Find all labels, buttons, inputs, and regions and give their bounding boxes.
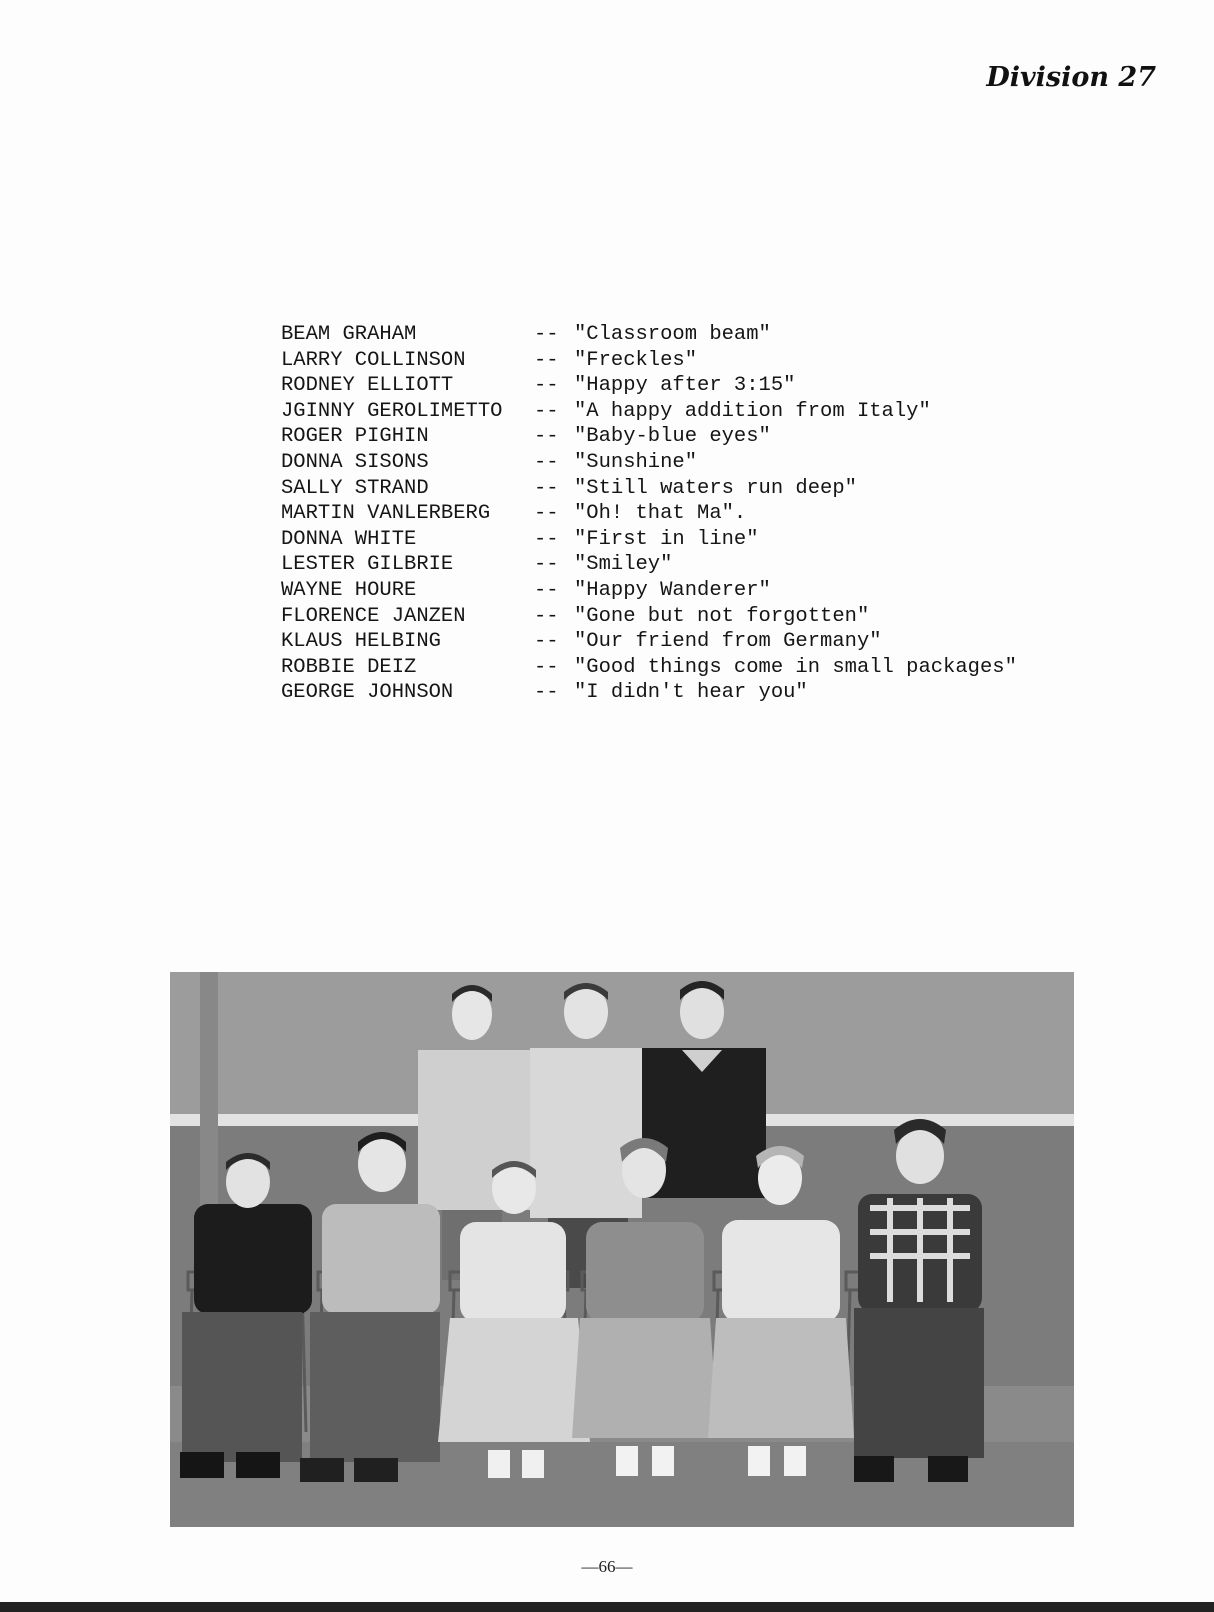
roster-row bbox=[281, 578, 1017, 604]
separator-dash: -- bbox=[534, 604, 559, 628]
student-quote: "A happy addition from Italy" bbox=[574, 399, 931, 423]
student-name: ROBBIE DEIZ bbox=[281, 655, 417, 679]
roster-row bbox=[281, 655, 1017, 681]
student-quote: "Happy after 3:15" bbox=[574, 374, 796, 398]
roster-row bbox=[281, 629, 1017, 655]
separator-dash: -- bbox=[534, 527, 559, 551]
roster-row bbox=[281, 604, 1017, 630]
student-name: RODNEY ELLIOTT bbox=[281, 374, 454, 398]
roster-row bbox=[281, 527, 1017, 553]
student-quote: "Freckles" bbox=[574, 348, 698, 372]
separator-dash: -- bbox=[534, 425, 559, 449]
student-name: KLAUS HELBING bbox=[281, 630, 441, 654]
student-quote: "Oh! that Ma". bbox=[574, 502, 747, 526]
student-name: DONNA SISONS bbox=[281, 450, 429, 474]
page-number: —66— bbox=[581, 1557, 633, 1576]
separator-dash: -- bbox=[534, 655, 559, 679]
separator-dash: -- bbox=[534, 450, 559, 474]
separator-dash: -- bbox=[534, 476, 559, 500]
student-quote: "Baby-blue eyes" bbox=[574, 425, 771, 449]
roster-row bbox=[281, 373, 1017, 399]
division-title: Division 27 bbox=[986, 62, 1156, 93]
student-name: BEAM GRAHAM bbox=[281, 323, 417, 346]
separator-dash: -- bbox=[534, 502, 559, 526]
roster-row bbox=[281, 399, 1017, 425]
student-quote: "First in line" bbox=[574, 527, 759, 551]
separator-dash: -- bbox=[534, 323, 559, 346]
roster-row bbox=[281, 450, 1017, 476]
roster-row bbox=[281, 552, 1017, 578]
roster-row bbox=[281, 680, 1017, 706]
roster-row bbox=[281, 322, 1017, 348]
student-quote: "Smiley" bbox=[574, 553, 673, 577]
separator-dash: -- bbox=[534, 553, 559, 577]
student-name: FLORENCE JANZEN bbox=[281, 604, 466, 628]
class-group-photo bbox=[170, 972, 1074, 1527]
student-name: GEORGE JOHNSON bbox=[281, 681, 454, 705]
roster-row bbox=[281, 424, 1017, 450]
student-quote: "Classroom beam" bbox=[574, 323, 771, 346]
student-quote: "Our friend from Germany" bbox=[574, 630, 882, 654]
separator-dash: -- bbox=[534, 630, 559, 654]
roster-row bbox=[281, 501, 1017, 527]
separator-dash: -- bbox=[534, 374, 559, 398]
student-quote: "Happy Wanderer" bbox=[574, 578, 771, 602]
student-quote: "Still waters run deep" bbox=[574, 476, 857, 500]
student-quote: "Gone but not forgotten" bbox=[574, 604, 870, 628]
roster-row bbox=[281, 476, 1017, 502]
student-name: DONNA WHITE bbox=[281, 527, 417, 551]
student-quote: "Good things come in small packages" bbox=[574, 655, 1017, 679]
student-name: WAYNE HOURE bbox=[281, 578, 417, 602]
separator-dash: -- bbox=[534, 578, 559, 602]
separator-dash: -- bbox=[534, 348, 559, 372]
student-name: LARRY COLLINSON bbox=[281, 348, 466, 372]
class-photo-illustration bbox=[170, 972, 1074, 1527]
scan-bottom-edge bbox=[0, 1602, 1214, 1612]
student-name: JGINNY GEROLIMETTO bbox=[281, 399, 503, 423]
student-name: LESTER GILBRIE bbox=[281, 553, 454, 577]
separator-dash: -- bbox=[534, 681, 559, 705]
student-roster bbox=[281, 322, 1017, 706]
student-name: SALLY STRAND bbox=[281, 476, 429, 500]
student-name: ROGER PIGHIN bbox=[281, 425, 429, 449]
student-quote: "I didn't hear you" bbox=[574, 681, 808, 705]
roster-row bbox=[281, 348, 1017, 374]
separator-dash: -- bbox=[534, 399, 559, 423]
student-quote: "Sunshine" bbox=[574, 450, 698, 474]
student-name: MARTIN VANLERBERG bbox=[281, 502, 491, 526]
